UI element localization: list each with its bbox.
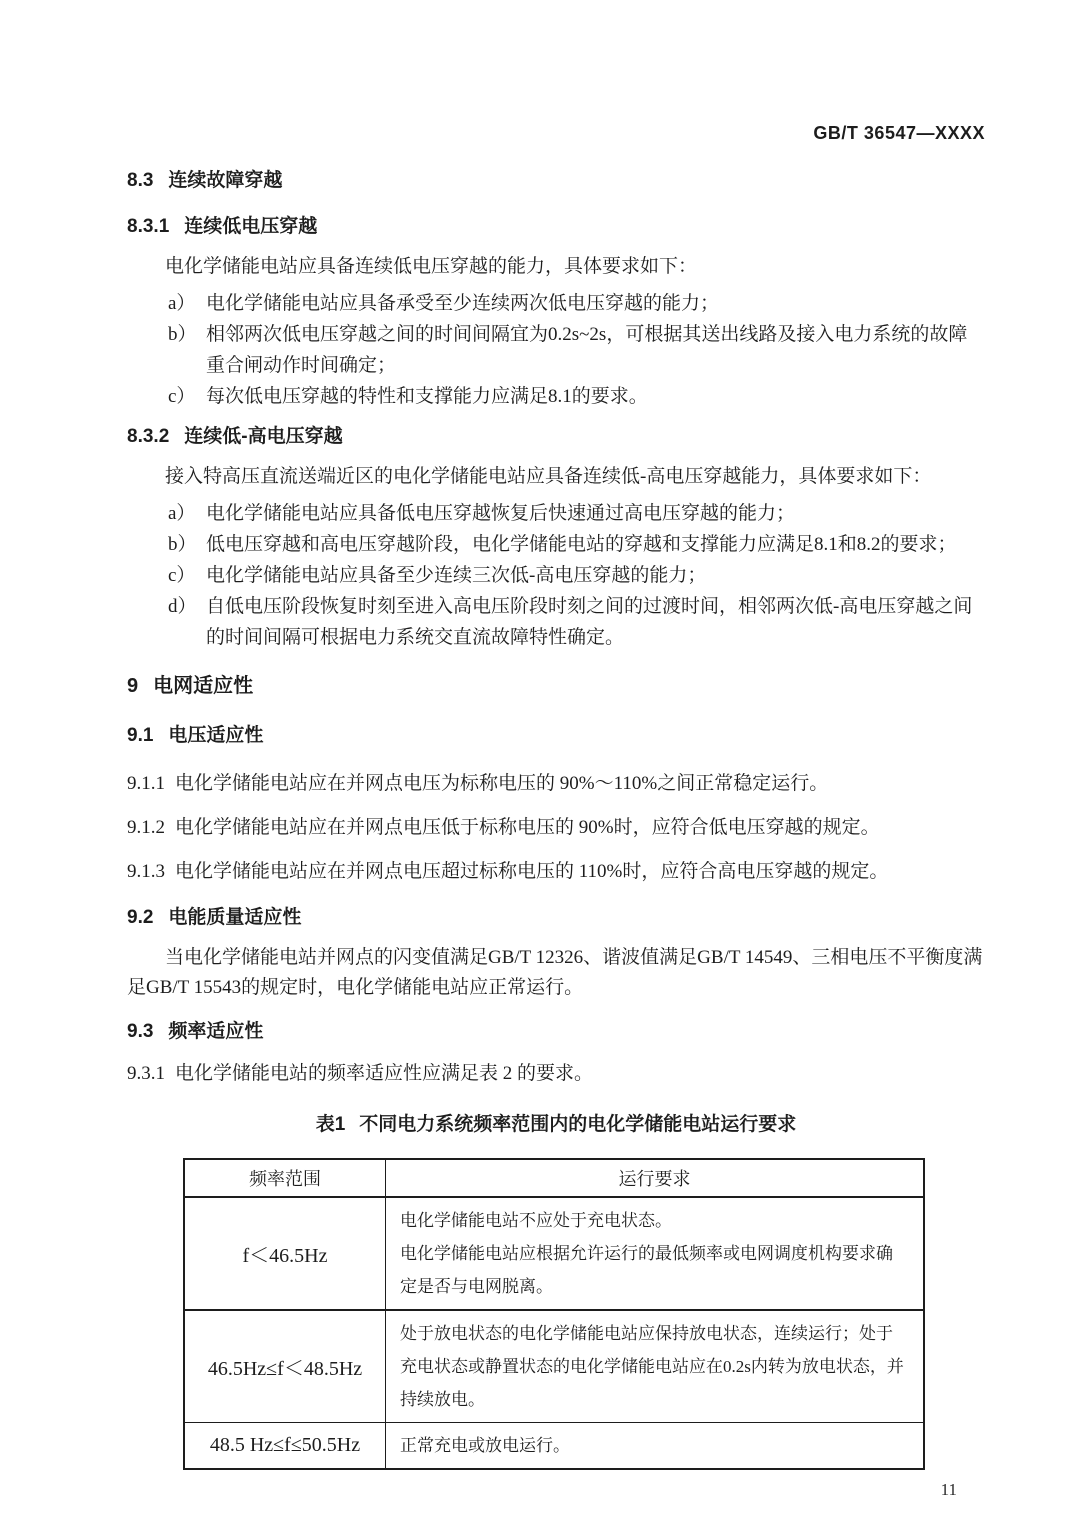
heading-9-2 [127,907,985,929]
heading-title: 电能质量适应性 [168,907,302,928]
clause-number: 9.3.1 [127,1063,165,1084]
list-item-text: 每次低电压穿越的特性和支撑能力应满足8.1的要求。 [206,386,648,407]
clause-text: 电化学储能电站应在并网点电压低于标称电压的 90%时，应符合低电压穿越的规定。 [175,817,880,838]
table-row [184,1310,924,1423]
list-item-a [168,498,985,529]
table-row [184,1423,924,1470]
list-item-text: 电化学储能电站应具备承受至少连续两次低电压穿越的能力； [206,293,720,314]
list-item-b [168,529,985,560]
clause-9-3-1 [127,1059,985,1089]
clause-9-1-3 [127,857,985,887]
clause-number: 9.1.2 [127,817,165,838]
doc-number-header: GB/T 36547—XXXX [813,123,985,143]
table-row [184,1197,924,1310]
requirement-cell [386,1310,925,1423]
requirement-line: 电化学储能电站应根据允许运行的最低频率或电网调度机构要求确定是否与电网脱离。 [400,1244,893,1296]
list-item-c [168,560,985,591]
clause-9-1-1 [127,769,985,799]
intro-8-3-2: 接入特高压直流送端近区的电化学储能电站应具备连续低-高电压穿越能力，具体要求如下： [165,466,932,487]
clause-text: 电化学储能电站的频率适应性应满足表 2 的要求。 [175,1063,594,1084]
list-item-text: 电化学储能电站应具备至少连续三次低-高电压穿越的能力； [206,565,707,586]
column-header-operation-requirement: 运行要求 [386,1159,925,1197]
clause-number: 9.1.1 [127,773,165,794]
table-caption-label: 表1 [315,1114,346,1135]
heading-number: 9 [127,675,139,697]
table-caption [127,1109,985,1136]
table-header-row [184,1159,924,1197]
list-item-text: 电化学储能电站应具备低电压穿越恢复后快速通过高电压穿越的能力； [206,503,796,524]
heading-number: 9.2 [127,907,154,928]
heading-9 [127,675,985,697]
clause-text: 电化学储能电站应在并网点电压为标称电压的 90%～110%之间正常稳定运行。 [175,773,829,794]
list-item-label: c） [168,386,196,407]
heading-9-3 [127,1021,985,1043]
column-header-frequency-range: 频率范围 [184,1159,386,1197]
frequency-requirements-table [183,1158,925,1470]
list-8-3-2 [168,498,985,653]
para-9-2: 当电化学储能电站并网点的闪变值满足GB/T 12326、谐波值满足GB/T 14549、三相电压不平衡度满足GB/T 15543的规定时，电化学储能电站应正常运行。 [127,947,983,998]
list-item-c [168,381,985,412]
heading-8-3 [127,170,985,192]
list-item-label: c） [168,565,196,586]
list-item-label: b） [168,324,197,345]
clause-text: 电化学储能电站应在并网点电压超过标称电压的 110%时，应符合高电压穿越的规定。 [175,861,889,882]
heading-number: 8.3 [127,170,154,191]
frequency-range-cell: 46.5Hz≤f＜48.5Hz [184,1310,386,1423]
requirement-line: 正常充电或放电运行。 [400,1436,570,1455]
list-item-label: a） [168,293,196,314]
requirement-line: 处于放电状态的电化学储能电站应保持放电状态，连续运行；处于充电状态或静置状态的电化学储能电站应在0.2s内转为放电状态，并持续放电。 [400,1324,904,1409]
heading-number: 8.3.2 [127,426,170,447]
heading-8-3-2 [127,426,985,448]
heading-number: 9.3 [127,1021,154,1042]
list-item-d [168,591,985,653]
frequency-range-cell: 48.5 Hz≤f≤50.5Hz [184,1423,386,1470]
heading-title: 频率适应性 [168,1021,264,1042]
heading-title: 连续低-高电压穿越 [184,426,343,447]
heading-title: 电压适应性 [168,725,264,746]
requirement-cell [386,1423,925,1470]
frequency-range-cell: f＜46.5Hz [184,1197,386,1310]
table-caption-title: 不同电力系统频率范围内的电化学储能电站运行要求 [359,1114,797,1135]
list-item-text: 低电压穿越和高电压穿越阶段，电化学储能电站的穿越和支撑能力应满足8.1和8.2的要求； [206,534,957,555]
list-item-text: 自低电压阶段恢复时刻至进入高电压阶段时刻之间的过渡时间，相邻两次低-高电压穿越之间的时间间隔可根据电力系统交直流故障特性确定。 [206,596,973,648]
intro-8-3-1: 电化学储能电站应具备连续低电压穿越的能力，具体要求如下： [165,256,698,277]
requirement-line: 电化学储能电站不应处于充电状态。 [400,1211,672,1230]
list-8-3-1 [168,288,985,412]
list-item-a [168,288,985,319]
clause-9-1-2 [127,813,985,843]
requirement-cell [386,1197,925,1310]
list-item-text: 相邻两次低电压穿越之间的时间间隔宜为0.2s~2s，可根据其送出线路及接入电力系统的故障重合闸动作时间确定； [206,324,968,376]
heading-number: 9.1 [127,725,154,746]
heading-title: 连续低电压穿越 [184,216,318,237]
page-number: 11 [940,1480,957,1499]
heading-title: 连续故障穿越 [168,170,283,191]
heading-9-1 [127,725,985,747]
heading-number: 8.3.1 [127,216,170,237]
list-item-label: d） [168,596,197,617]
heading-title: 电网适应性 [153,675,254,697]
list-item-label: b） [168,534,197,555]
list-item-b [168,319,985,381]
list-item-label: a） [168,503,196,524]
heading-8-3-1 [127,216,985,238]
clause-number: 9.1.3 [127,861,165,882]
